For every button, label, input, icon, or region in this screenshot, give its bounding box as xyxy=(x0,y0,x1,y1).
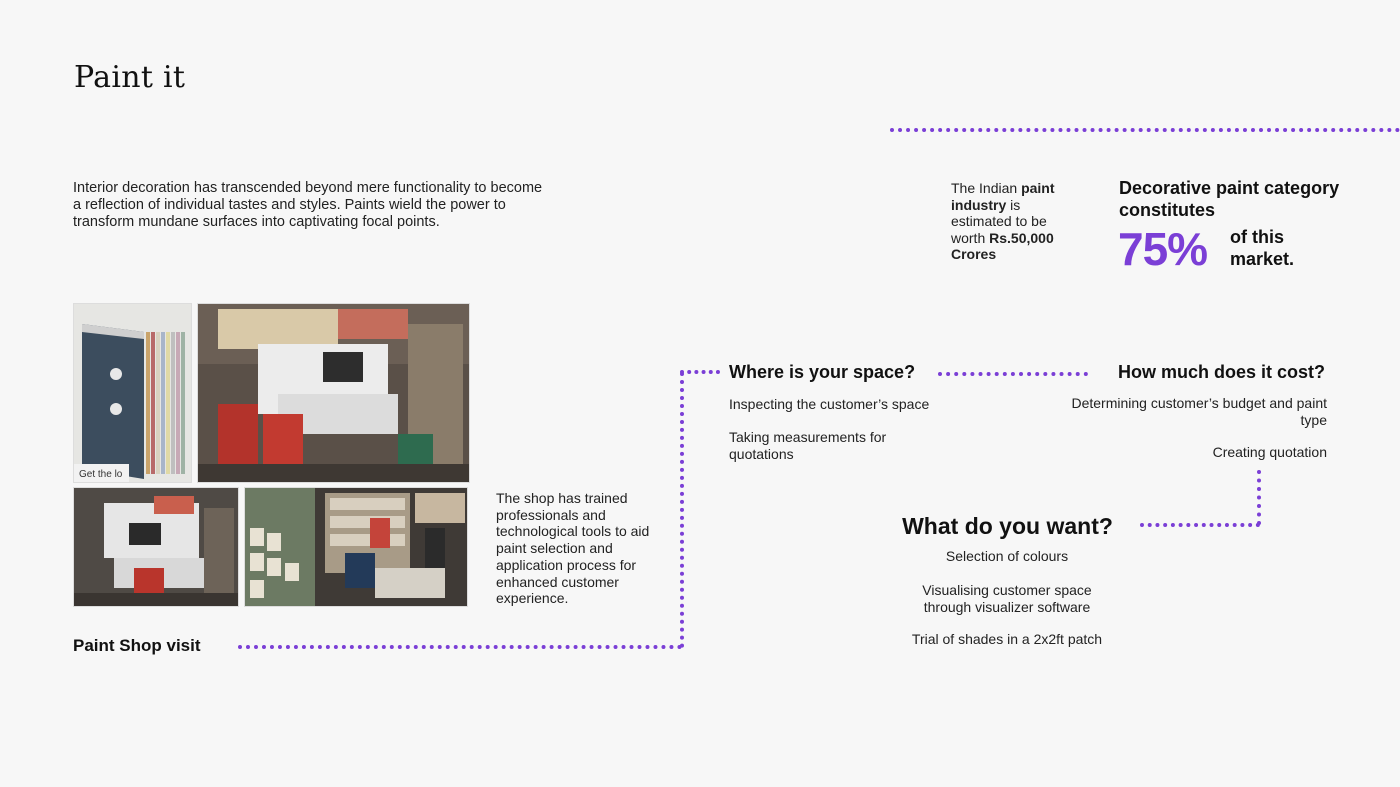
photo-shade-card xyxy=(73,303,192,483)
want-item-3: Trial of shades in a 2x2ft patch xyxy=(911,631,1103,647)
space-heading: Where is your space? xyxy=(729,362,916,382)
space-item-1: Inspecting the customer’s space xyxy=(729,396,930,412)
decorative-percent: 75% xyxy=(1118,223,1208,275)
photo-shop-counter xyxy=(197,303,470,483)
paint-shop-visit-label: Paint Shop visit xyxy=(73,636,201,655)
shop-description: The shop has trained professionals and technological tools to aid paint selection and application process for enhanced customer experience. xyxy=(496,490,650,607)
vertical-dotted-line-left xyxy=(680,372,684,648)
space-connector-dotted-line xyxy=(680,370,720,374)
want-connector-dotted-line xyxy=(1140,523,1260,527)
cost-item-1: Determining customer’s budget and paint type xyxy=(1071,395,1327,428)
industry-stat xyxy=(951,180,1081,263)
decorative-suffix: of this market. xyxy=(1230,227,1295,269)
cost-item-2: Creating quotation xyxy=(1212,444,1327,460)
want-heading: What do you want? xyxy=(902,513,1113,539)
industry-bold-2: Rs.50,000 Crores xyxy=(951,229,1054,262)
intro-paragraph: Interior decoration has transcended beyond mere functionality to become a reflection of individual tastes and styles. Paints wield the power to transform mundane surfaces into captivating focal points. xyxy=(73,180,543,230)
photo-shop-staff xyxy=(244,487,468,607)
visit-dotted-line xyxy=(238,645,682,649)
page-title: Paint it xyxy=(74,60,186,95)
top-dotted-line xyxy=(890,128,1400,132)
shop-display-illustration xyxy=(74,488,238,606)
want-item-1: Selection of colours xyxy=(945,548,1069,564)
industry-text-1: The Indian xyxy=(951,180,1022,196)
photo-shop-display xyxy=(73,487,239,607)
decorative-heading: Decorative paint category constitutes xyxy=(1119,178,1340,220)
shade-card-illustration xyxy=(74,304,191,482)
space-item-2: Taking measurements for quotations xyxy=(729,429,887,462)
photo-caption: Get the lo xyxy=(79,469,123,480)
industry-bold-1: paint industry xyxy=(951,180,1055,213)
shop-counter-illustration xyxy=(198,304,469,482)
vertical-dotted-line-right xyxy=(1257,470,1261,525)
shop-staff-illustration xyxy=(245,488,467,606)
want-item-2: Visualising customer space through visualizer software xyxy=(922,582,1092,615)
cost-heading: How much does it cost? xyxy=(1117,362,1325,382)
industry-text-2: is estimated to be worth xyxy=(951,196,1047,246)
